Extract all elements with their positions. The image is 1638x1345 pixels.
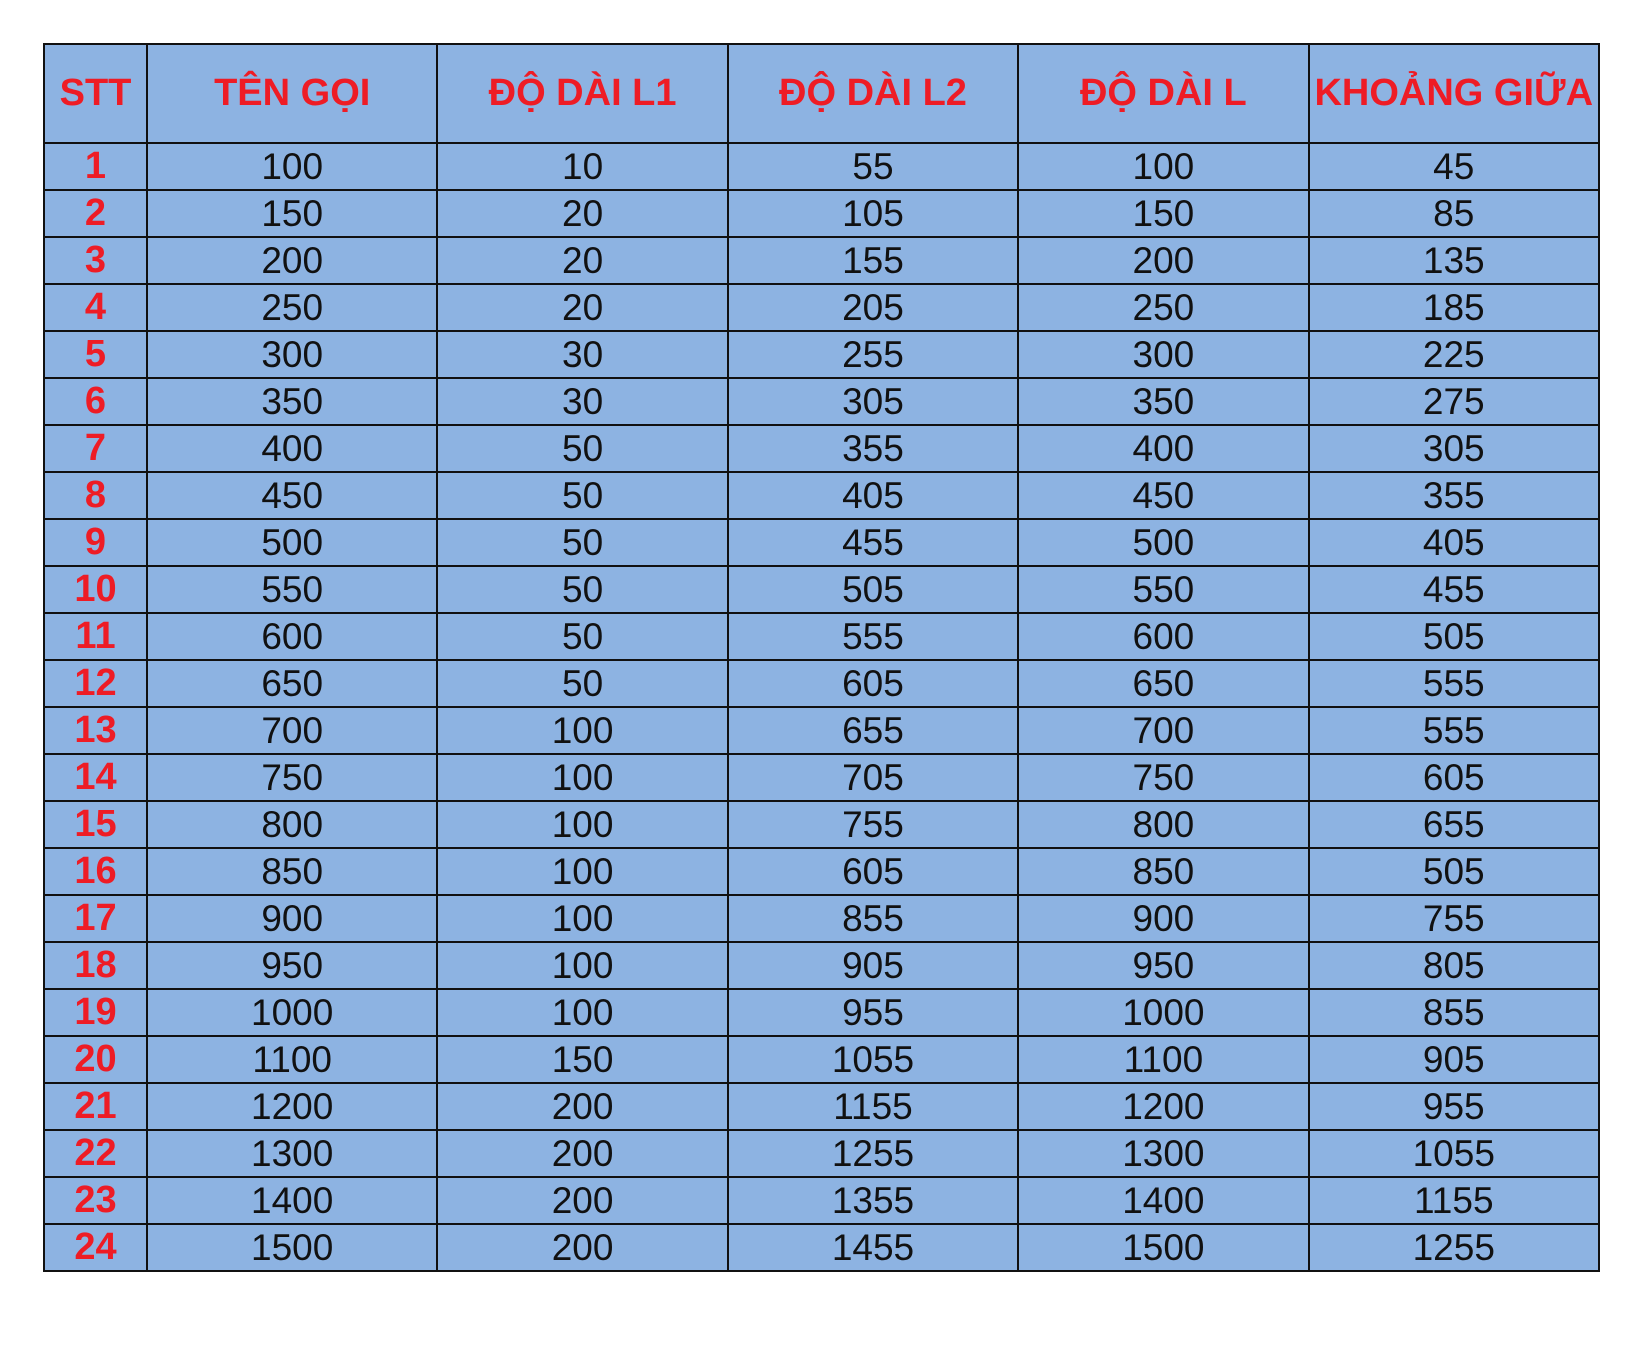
table-row xyxy=(44,1130,1599,1177)
cell-stt: 20 xyxy=(44,1036,147,1083)
table-row xyxy=(44,1224,1599,1271)
cell-khoang-giua: 1155 xyxy=(1309,1177,1599,1224)
cell-do-dai-l2: 505 xyxy=(728,566,1018,613)
cell-do-dai-l: 1500 xyxy=(1018,1224,1308,1271)
cell-do-dai-l: 950 xyxy=(1018,942,1308,989)
cell-stt: 16 xyxy=(44,848,147,895)
cell-khoang-giua: 955 xyxy=(1309,1083,1599,1130)
cell-do-dai-l: 750 xyxy=(1018,754,1308,801)
table-row xyxy=(44,143,1599,190)
cell-do-dai-l1: 30 xyxy=(437,378,727,425)
cell-stt: 23 xyxy=(44,1177,147,1224)
cell-do-dai-l: 850 xyxy=(1018,848,1308,895)
cell-do-dai-l2: 855 xyxy=(728,895,1018,942)
cell-ten-goi: 950 xyxy=(147,942,437,989)
cell-do-dai-l1: 200 xyxy=(437,1177,727,1224)
table-row xyxy=(44,942,1599,989)
cell-do-dai-l1: 100 xyxy=(437,707,727,754)
cell-khoang-giua: 655 xyxy=(1309,801,1599,848)
cell-do-dai-l1: 50 xyxy=(437,425,727,472)
cell-do-dai-l: 400 xyxy=(1018,425,1308,472)
cell-do-dai-l2: 305 xyxy=(728,378,1018,425)
cell-do-dai-l: 100 xyxy=(1018,143,1308,190)
cell-do-dai-l1: 200 xyxy=(437,1083,727,1130)
cell-ten-goi: 250 xyxy=(147,284,437,331)
cell-do-dai-l: 1100 xyxy=(1018,1036,1308,1083)
cell-stt: 12 xyxy=(44,660,147,707)
cell-ten-goi: 500 xyxy=(147,519,437,566)
table-row xyxy=(44,1036,1599,1083)
cell-do-dai-l1: 20 xyxy=(437,284,727,331)
cell-stt: 18 xyxy=(44,942,147,989)
cell-do-dai-l1: 50 xyxy=(437,519,727,566)
table-row xyxy=(44,378,1599,425)
cell-do-dai-l1: 20 xyxy=(437,237,727,284)
cell-ten-goi: 900 xyxy=(147,895,437,942)
table-row xyxy=(44,707,1599,754)
header-do-dai-l: ĐỘ DÀI L xyxy=(1018,44,1308,143)
header-do-dai-l2: ĐỘ DÀI L2 xyxy=(728,44,1018,143)
table-row xyxy=(44,519,1599,566)
cell-ten-goi: 800 xyxy=(147,801,437,848)
cell-stt: 22 xyxy=(44,1130,147,1177)
cell-do-dai-l: 450 xyxy=(1018,472,1308,519)
cell-ten-goi: 150 xyxy=(147,190,437,237)
cell-do-dai-l1: 50 xyxy=(437,660,727,707)
cell-stt: 7 xyxy=(44,425,147,472)
header-khoang-giua: KHOẢNG GIỮA xyxy=(1309,44,1599,143)
cell-khoang-giua: 855 xyxy=(1309,989,1599,1036)
cell-khoang-giua: 185 xyxy=(1309,284,1599,331)
cell-do-dai-l1: 50 xyxy=(437,613,727,660)
cell-ten-goi: 650 xyxy=(147,660,437,707)
cell-do-dai-l1: 200 xyxy=(437,1224,727,1271)
cell-do-dai-l: 1400 xyxy=(1018,1177,1308,1224)
cell-do-dai-l2: 355 xyxy=(728,425,1018,472)
cell-do-dai-l: 150 xyxy=(1018,190,1308,237)
cell-do-dai-l2: 705 xyxy=(728,754,1018,801)
cell-do-dai-l: 300 xyxy=(1018,331,1308,378)
cell-khoang-giua: 605 xyxy=(1309,754,1599,801)
table-header xyxy=(44,44,1599,143)
cell-do-dai-l2: 1255 xyxy=(728,1130,1018,1177)
cell-do-dai-l1: 100 xyxy=(437,895,727,942)
cell-khoang-giua: 805 xyxy=(1309,942,1599,989)
table-row xyxy=(44,660,1599,707)
table-row xyxy=(44,472,1599,519)
cell-do-dai-l2: 1355 xyxy=(728,1177,1018,1224)
cell-stt: 21 xyxy=(44,1083,147,1130)
cell-stt: 2 xyxy=(44,190,147,237)
cell-ten-goi: 1400 xyxy=(147,1177,437,1224)
cell-stt: 8 xyxy=(44,472,147,519)
header-stt: STT xyxy=(44,44,147,143)
cell-do-dai-l: 500 xyxy=(1018,519,1308,566)
cell-do-dai-l: 700 xyxy=(1018,707,1308,754)
cell-khoang-giua: 1055 xyxy=(1309,1130,1599,1177)
cell-do-dai-l2: 105 xyxy=(728,190,1018,237)
table-row xyxy=(44,237,1599,284)
table-row xyxy=(44,190,1599,237)
cell-ten-goi: 1000 xyxy=(147,989,437,1036)
cell-stt: 15 xyxy=(44,801,147,848)
cell-stt: 1 xyxy=(44,143,147,190)
cell-do-dai-l2: 455 xyxy=(728,519,1018,566)
cell-do-dai-l2: 255 xyxy=(728,331,1018,378)
cell-do-dai-l2: 155 xyxy=(728,237,1018,284)
cell-do-dai-l: 200 xyxy=(1018,237,1308,284)
cell-khoang-giua: 275 xyxy=(1309,378,1599,425)
cell-ten-goi: 300 xyxy=(147,331,437,378)
cell-ten-goi: 1500 xyxy=(147,1224,437,1271)
cell-do-dai-l: 1200 xyxy=(1018,1083,1308,1130)
cell-do-dai-l: 550 xyxy=(1018,566,1308,613)
cell-khoang-giua: 905 xyxy=(1309,1036,1599,1083)
cell-ten-goi: 1100 xyxy=(147,1036,437,1083)
cell-khoang-giua: 45 xyxy=(1309,143,1599,190)
cell-stt: 19 xyxy=(44,989,147,1036)
table-row xyxy=(44,895,1599,942)
cell-do-dai-l2: 605 xyxy=(728,848,1018,895)
cell-do-dai-l2: 955 xyxy=(728,989,1018,1036)
cell-stt: 11 xyxy=(44,613,147,660)
cell-stt: 17 xyxy=(44,895,147,942)
cell-stt: 5 xyxy=(44,331,147,378)
cell-khoang-giua: 355 xyxy=(1309,472,1599,519)
header-row xyxy=(44,44,1599,143)
cell-do-dai-l2: 205 xyxy=(728,284,1018,331)
cell-ten-goi: 200 xyxy=(147,237,437,284)
cell-do-dai-l1: 100 xyxy=(437,989,727,1036)
cell-khoang-giua: 555 xyxy=(1309,707,1599,754)
cell-do-dai-l2: 1055 xyxy=(728,1036,1018,1083)
table-row xyxy=(44,566,1599,613)
cell-stt: 4 xyxy=(44,284,147,331)
cell-stt: 6 xyxy=(44,378,147,425)
cell-do-dai-l2: 755 xyxy=(728,801,1018,848)
cell-do-dai-l2: 655 xyxy=(728,707,1018,754)
cell-do-dai-l1: 50 xyxy=(437,472,727,519)
cell-khoang-giua: 505 xyxy=(1309,848,1599,895)
cell-khoang-giua: 555 xyxy=(1309,660,1599,707)
cell-stt: 14 xyxy=(44,754,147,801)
cell-ten-goi: 750 xyxy=(147,754,437,801)
cell-do-dai-l: 800 xyxy=(1018,801,1308,848)
spec-table xyxy=(43,43,1600,1272)
cell-ten-goi: 850 xyxy=(147,848,437,895)
cell-stt: 24 xyxy=(44,1224,147,1271)
cell-do-dai-l: 1300 xyxy=(1018,1130,1308,1177)
cell-ten-goi: 550 xyxy=(147,566,437,613)
cell-ten-goi: 400 xyxy=(147,425,437,472)
cell-ten-goi: 1200 xyxy=(147,1083,437,1130)
table-row xyxy=(44,331,1599,378)
cell-stt: 3 xyxy=(44,237,147,284)
table-row xyxy=(44,425,1599,472)
cell-khoang-giua: 305 xyxy=(1309,425,1599,472)
cell-do-dai-l1: 200 xyxy=(437,1130,727,1177)
cell-do-dai-l1: 20 xyxy=(437,190,727,237)
cell-do-dai-l1: 100 xyxy=(437,848,727,895)
cell-stt: 10 xyxy=(44,566,147,613)
cell-do-dai-l: 350 xyxy=(1018,378,1308,425)
cell-ten-goi: 1300 xyxy=(147,1130,437,1177)
cell-khoang-giua: 85 xyxy=(1309,190,1599,237)
cell-do-dai-l: 1000 xyxy=(1018,989,1308,1036)
cell-ten-goi: 700 xyxy=(147,707,437,754)
cell-stt: 13 xyxy=(44,707,147,754)
cell-do-dai-l1: 100 xyxy=(437,942,727,989)
cell-ten-goi: 350 xyxy=(147,378,437,425)
cell-do-dai-l2: 605 xyxy=(728,660,1018,707)
cell-do-dai-l1: 50 xyxy=(437,566,727,613)
table-row xyxy=(44,613,1599,660)
cell-khoang-giua: 755 xyxy=(1309,895,1599,942)
table-body xyxy=(44,143,1599,1271)
cell-do-dai-l2: 905 xyxy=(728,942,1018,989)
cell-do-dai-l: 600 xyxy=(1018,613,1308,660)
cell-do-dai-l: 250 xyxy=(1018,284,1308,331)
cell-do-dai-l1: 150 xyxy=(437,1036,727,1083)
cell-khoang-giua: 135 xyxy=(1309,237,1599,284)
cell-do-dai-l2: 1155 xyxy=(728,1083,1018,1130)
cell-ten-goi: 450 xyxy=(147,472,437,519)
cell-do-dai-l1: 100 xyxy=(437,754,727,801)
cell-ten-goi: 100 xyxy=(147,143,437,190)
table-row xyxy=(44,1083,1599,1130)
cell-ten-goi: 600 xyxy=(147,613,437,660)
table-row xyxy=(44,1177,1599,1224)
cell-do-dai-l1: 10 xyxy=(437,143,727,190)
cell-do-dai-l1: 100 xyxy=(437,801,727,848)
cell-do-dai-l1: 30 xyxy=(437,331,727,378)
cell-khoang-giua: 1255 xyxy=(1309,1224,1599,1271)
cell-do-dai-l: 650 xyxy=(1018,660,1308,707)
cell-do-dai-l2: 405 xyxy=(728,472,1018,519)
table-row xyxy=(44,848,1599,895)
cell-do-dai-l2: 555 xyxy=(728,613,1018,660)
header-do-dai-l1: ĐỘ DÀI L1 xyxy=(437,44,727,143)
cell-do-dai-l2: 1455 xyxy=(728,1224,1018,1271)
cell-do-dai-l2: 55 xyxy=(728,143,1018,190)
table-row xyxy=(44,989,1599,1036)
cell-do-dai-l: 900 xyxy=(1018,895,1308,942)
table-row xyxy=(44,801,1599,848)
table-row xyxy=(44,284,1599,331)
cell-stt: 9 xyxy=(44,519,147,566)
cell-khoang-giua: 505 xyxy=(1309,613,1599,660)
table-row xyxy=(44,754,1599,801)
cell-khoang-giua: 405 xyxy=(1309,519,1599,566)
cell-khoang-giua: 225 xyxy=(1309,331,1599,378)
header-ten-goi: TÊN GỌI xyxy=(147,44,437,143)
cell-khoang-giua: 455 xyxy=(1309,566,1599,613)
